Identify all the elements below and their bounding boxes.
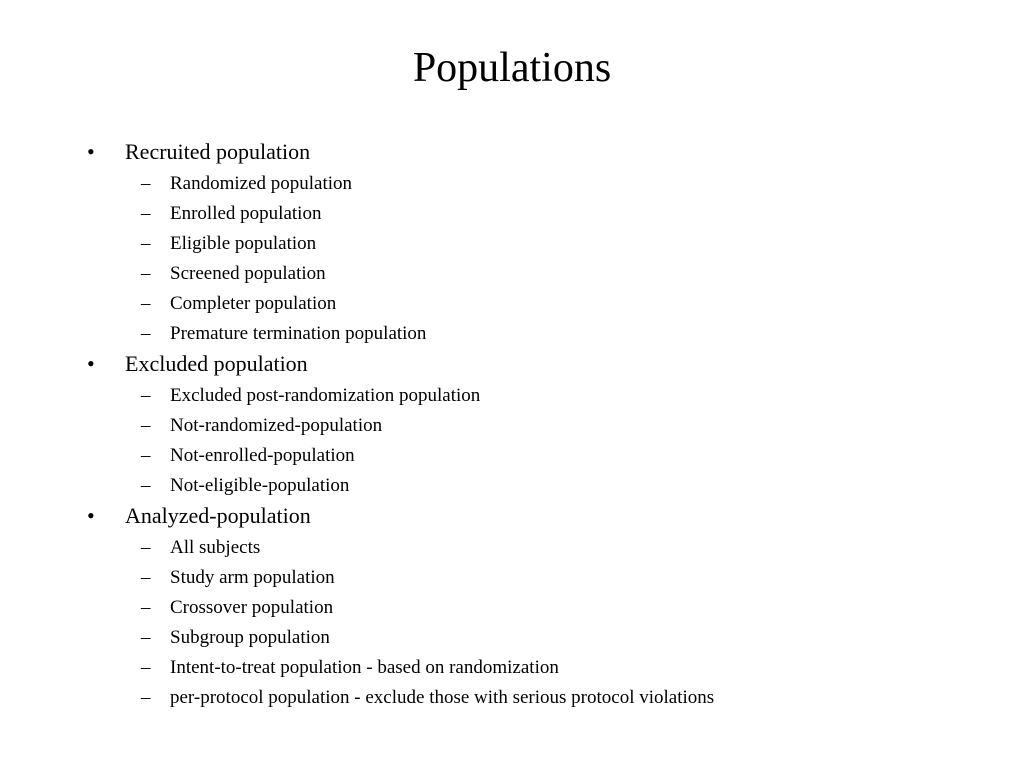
sub-item-label: Randomized population <box>170 173 353 194</box>
sub-item-label: Not-enrolled-population <box>170 445 355 466</box>
sub-item <box>0 471 1024 501</box>
dash-icon: – <box>141 203 151 224</box>
sub-item-label: Intent-to-treat population - based on randomization <box>170 657 559 678</box>
section-recruited <box>0 137 1024 349</box>
sub-item-label: Excluded post-randomization population <box>170 385 481 406</box>
sub-item <box>0 229 1024 259</box>
sub-item-label: Not-eligible-population <box>170 475 350 496</box>
sub-item <box>0 533 1024 563</box>
bullet-icon: • <box>87 139 95 164</box>
sub-item-label: Crossover population <box>170 597 334 618</box>
dash-icon: – <box>141 445 151 466</box>
section-analyzed <box>0 501 1024 713</box>
sub-item <box>0 259 1024 289</box>
bullet-label: Analyzed-population <box>125 503 311 528</box>
bullet-list <box>0 137 1024 713</box>
dash-icon: – <box>141 293 151 314</box>
sub-list <box>0 169 1024 349</box>
dash-icon: – <box>141 687 151 708</box>
sub-item <box>0 411 1024 441</box>
bullet-icon: • <box>87 351 95 376</box>
bullet-icon: • <box>87 503 95 528</box>
dash-icon: – <box>141 657 151 678</box>
sub-item <box>0 381 1024 411</box>
dash-icon: – <box>141 627 151 648</box>
sub-item <box>0 593 1024 623</box>
sub-item-label: Eligible population <box>170 233 317 254</box>
slide-title: Populations <box>412 45 612 91</box>
sub-list <box>0 533 1024 713</box>
dash-icon: – <box>141 173 151 194</box>
bullet-item <box>0 501 1024 533</box>
sub-item <box>0 563 1024 593</box>
sub-item-label: Completer population <box>170 293 337 314</box>
sub-item <box>0 623 1024 653</box>
sub-item <box>0 199 1024 229</box>
sub-item-label: Study arm population <box>170 567 335 588</box>
bullet-item <box>0 349 1024 381</box>
section-excluded <box>0 349 1024 501</box>
sub-list <box>0 381 1024 501</box>
sub-item <box>0 319 1024 349</box>
dash-icon: – <box>141 567 151 588</box>
sub-item <box>0 441 1024 471</box>
sub-item <box>0 169 1024 199</box>
sub-item <box>0 653 1024 683</box>
sub-item-label: All subjects <box>170 537 261 558</box>
sub-item-label: Not-randomized-population <box>170 415 383 436</box>
sub-item-label: per-protocol population - exclude those with serious protocol violations <box>170 687 715 708</box>
sub-item-label: Subgroup population <box>170 627 330 648</box>
dash-icon: – <box>141 263 151 284</box>
dash-icon: – <box>141 537 151 558</box>
dash-icon: – <box>141 415 151 436</box>
sub-item-label: Enrolled population <box>170 203 322 224</box>
dash-icon: – <box>141 233 151 254</box>
dash-icon: – <box>141 475 151 496</box>
dash-icon: – <box>141 323 151 344</box>
sub-item-label: Screened population <box>170 263 326 284</box>
dash-icon: – <box>141 597 151 618</box>
dash-icon: – <box>141 385 151 406</box>
bullet-label: Excluded population <box>125 351 308 376</box>
sub-item <box>0 683 1024 713</box>
sub-item <box>0 289 1024 319</box>
sub-item-label: Premature termination population <box>170 323 427 344</box>
bullet-item <box>0 137 1024 169</box>
bullet-label: Recruited population <box>125 139 311 164</box>
